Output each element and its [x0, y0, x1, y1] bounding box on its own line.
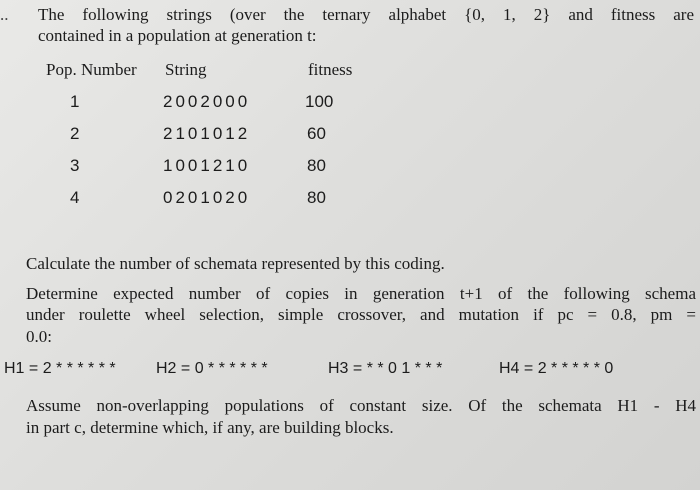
row-number: 3 — [70, 156, 80, 175]
schema-h1: H1 = 2 * * * * * * — [4, 360, 116, 377]
row-fitness: 100 — [305, 92, 334, 111]
row-fitness: 80 — [307, 188, 326, 207]
part-a-text: Calculate the number of schemata represented by this coding. — [26, 254, 445, 273]
question-intro-line1: The following strings (over the ternary alphabet {0, 1, 2} and fitness are — [38, 5, 694, 24]
row-number: 4 — [70, 188, 80, 207]
part-b-line2: under roulette wheel selection, simple crossover, and mutation if pc = 0.8, pm = — [26, 305, 696, 324]
row-string: 2101012 — [163, 124, 251, 143]
row-number: 1 — [70, 92, 80, 111]
row-number: 2 — [70, 124, 80, 143]
part-b-line3: 0.0: — [26, 327, 52, 346]
part-c-line2: in part c, determine which, if any, are building blocks. — [26, 418, 394, 437]
schema-h4: H4 = 2 * * * * * 0 — [499, 360, 614, 377]
header-pop-number: Pop. Number — [46, 60, 137, 79]
schema-h3: H3 = * * 0 1 * * * — [328, 360, 443, 377]
row-string: 0201020 — [163, 188, 251, 207]
row-string: 2002000 — [163, 92, 251, 111]
part-c-line1: Assume non-overlapping populations of constant size. Of the schemata H1 - H4 — [26, 396, 696, 415]
question-marker: .. — [0, 5, 9, 24]
header-string: String — [165, 60, 207, 79]
header-fitness: fitness — [308, 60, 353, 79]
schema-h2: H2 = 0 * * * * * * — [156, 360, 268, 377]
part-b-line1: Determine expected number of copies in generation t+1 of the following schema — [26, 284, 696, 303]
question-intro-line2: contained in a population at generation t: — [38, 26, 317, 45]
row-string: 1001210 — [163, 156, 251, 175]
row-fitness: 60 — [307, 124, 326, 143]
row-fitness: 80 — [307, 156, 326, 175]
